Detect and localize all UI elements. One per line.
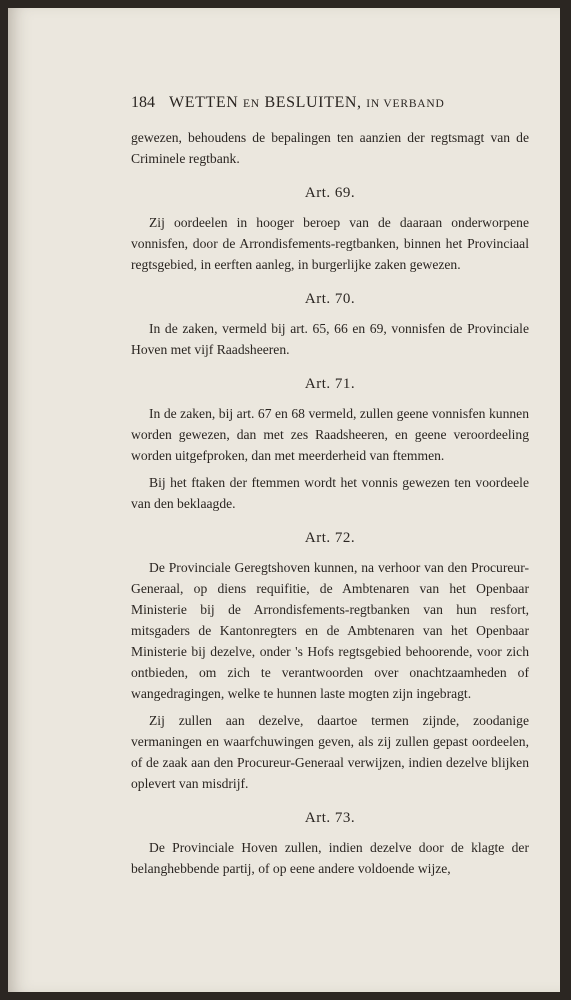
page-text	[131, 92, 529, 885]
header-title: WETTEN EN BESLUITEN, IN VERBAND	[169, 94, 445, 111]
paragraph-continuation: gewezen, behoudens de bepalingen ten aanzien der regtsmagt van de Criminele regtbank.	[131, 130, 529, 166]
page-number: 184	[131, 94, 155, 111]
article-73-text: De Provinciale Hoven zullen, indien dezelve door de klagte der belanghebbende partij, of op eene andere voldoende wijze,	[131, 840, 529, 876]
article-72-text-2: Zij zullen aan dezelve, daartoe termen zijnde, zoodanige vermaningen en waarfchuwingen geven, als zij zullen gepast oordeelen, of de zaak aan den Procureur-Generaal verwijzen, indien dezelve blijken oplevert van misdrijf.	[131, 713, 529, 791]
article-69-text: Zij oordeelen in hooger beroep van de daaraan onderworpene vonnisfen, door de Arrondisfements-regtbanken, binnen het Provinciaal regtsgebied, in eerften aanleg, in burgerlijke zaken gewezen.	[131, 215, 529, 272]
article-71-text-2: Bij het ftaken der ftemmen wordt het vonnis gewezen ten voordeele van den beklaagde.	[131, 475, 529, 511]
article-72-text: De Provinciale Geregtshoven kunnen, na verhoor van den Procureur-Generaal, op diens requifitie, de Ambtenaren van het Openbaar Ministerie bij de Arrondisfements-regtbanken van hun resfort, mitsgaders de Kantonregters en de Ambtenaren van het Openbaar Ministerie bij dezelve, onder 's Hofs regtsgebied behoorende, voor zich ontbieden, om zich te verantwoorden over onachtzaamheden of wangedragingen, welke te hunnen laste mogten zijn ingebragt.	[131, 560, 529, 701]
article-71-text: In de zaken, bij art. 67 en 68 vermeld, zullen geene vonnisfen kunnen worden gewezen, dan met zes Raadsheeren, en geene veroordeeling worden uitgefproken, dan met meerderheid van ftemmen.	[131, 406, 529, 463]
article-heading-73: Art. 73.	[304, 810, 356, 826]
article-heading-70: Art. 70.	[304, 291, 356, 307]
running-header	[131, 92, 529, 115]
article-heading-72: Art. 72.	[304, 530, 356, 546]
article-heading-71: Art. 71.	[304, 376, 356, 392]
article-heading-69: Art. 69.	[304, 185, 356, 201]
article-70-text: In de zaken, vermeld bij art. 65, 66 en 69, vonnisfen de Provinciale Hoven met vijf Raadsheeren.	[131, 321, 529, 357]
